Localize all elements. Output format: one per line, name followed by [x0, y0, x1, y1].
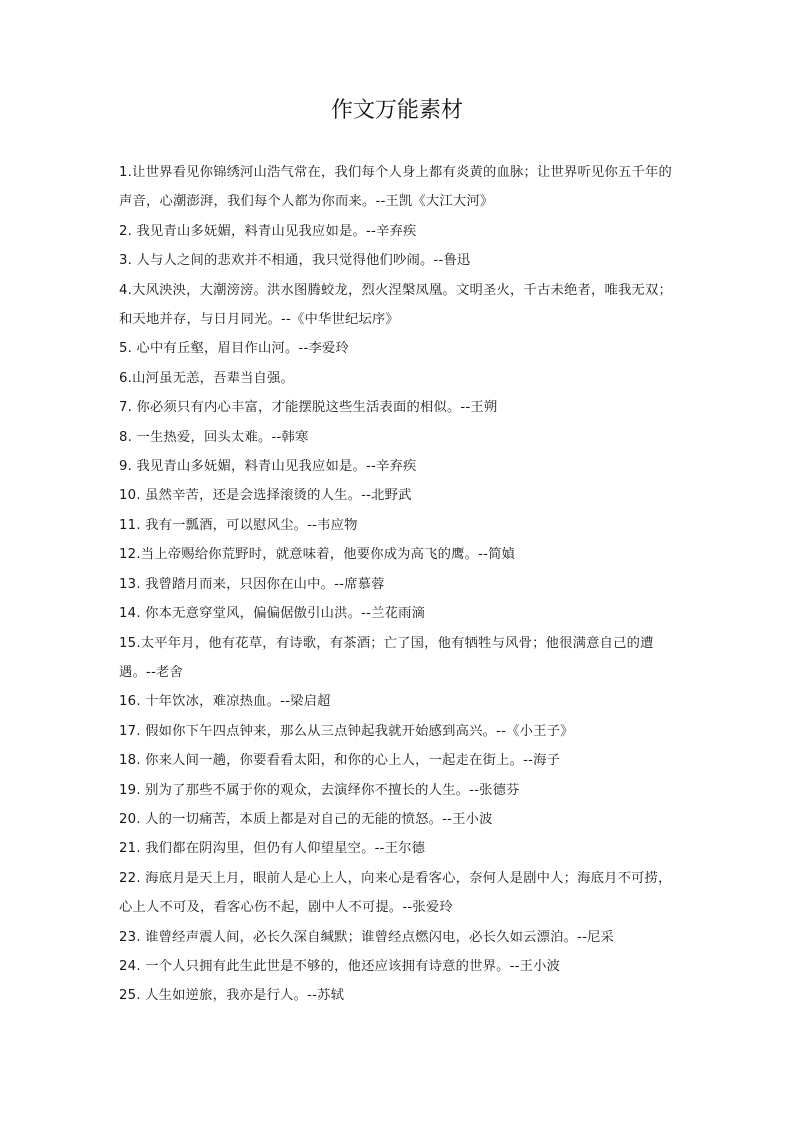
quote-item: 17. 假如你下午四点钟来，那么从三点钟起我就开始感到高兴。--《小王子》: [119, 723, 574, 739]
quote-item: 15.太平年月，他有花草，有诗歌，有茶酒；亡了国，他有牺牲与风骨；他很满意自己的遭遇。--老舍: [119, 635, 654, 680]
quote-item: 18. 你来人间一趟，你要看看太阳，和你的心上人，一起走在街上。--海子: [119, 753, 561, 769]
quote-item: 24. 一个人只拥有此生此世是不够的，他还应该拥有诗意的世界。--王小波: [119, 958, 561, 974]
quote-item: 10. 虽然辛苦，还是会选择滚烫的人生。--北野武: [119, 488, 412, 504]
quote-item: 2. 我见青山多妩媚，料青山见我应如是。--辛弃疾: [119, 223, 417, 239]
quote-list: [119, 158, 679, 1011]
quote-item: 9. 我见青山多妩媚，料青山见我应如是。--辛弃疾: [119, 459, 417, 475]
quote-item: 6.山河虽无恙，吾辈当自强。: [119, 370, 295, 386]
quote-item: 7. 你必须只有内心丰富，才能摆脱这些生活表面的相似。--王朔: [119, 400, 498, 416]
quote-item: 1.让世界看见你锦绣河山浩气常在，我们每个人身上都有炎黄的血脉；让世界听见你五千年的声音，心潮澎湃，我们每个人都为你而来。--王凯《大江大河》: [119, 165, 672, 210]
quote-item: 20. 人的一切痛苦，本质上都是对自己的无能的愤怒。--王小波: [119, 811, 493, 827]
quote-item: 16. 十年饮冰，难凉热血。--梁启超: [119, 694, 331, 710]
quote-item: 3. 人与人之间的悲欢并不相通，我只觉得他们吵闹。--鲁迅: [119, 253, 471, 269]
quote-item: 12.当上帝赐给你荒野时，就意味着，他要你成为高飞的鹰。--简媜: [119, 547, 516, 563]
quote-item: 25. 人生如逆旅，我亦是行人。--苏轼: [119, 988, 345, 1004]
quote-item: 19. 别为了那些不属于你的观众，去演绎你不擅长的人生。--张德芬: [119, 782, 520, 798]
quote-item: 22. 海底月是天上月，眼前人是心上人，向来心是看客心，奈何人是剧中人；海底月不可捞，心上人不可及，看客心伤不起，剧中人不可提。--张爱玲: [119, 870, 672, 916]
quote-item: 11. 我有一瓢酒，可以慰风尘。--韦应物: [119, 517, 358, 533]
quote-item: 23. 谁曾经声震人间，必长久深自缄默；谁曾经点燃闪电，必长久如云漂泊。--尼采: [119, 929, 615, 945]
quote-item: 8. 一生热爱，回头太难。--韩寒: [119, 429, 309, 445]
quote-item: 13. 我曾踏月而来，只因你在山中。--席慕蓉: [119, 576, 385, 592]
quote-item: 21. 我们都在阴沟里，但仍有人仰望星空。--王尔德: [119, 841, 426, 857]
quote-item: 5. 心中有丘壑，眉目作山河。--李爱玲: [119, 341, 349, 357]
quote-item: 4.大风泱泱，大潮滂滂。洪水图腾蛟龙，烈火涅槃凤凰。文明圣火，千古未绝者，唯我无双；和天地并存，与日月同光。--《中华世纪坛序》: [119, 282, 672, 328]
page-title: 作文万能素材: [330, 98, 463, 123]
quote-item: 14. 你本无意穿堂风，偏偏倨傲引山洪。--兰花雨滴: [119, 606, 426, 622]
